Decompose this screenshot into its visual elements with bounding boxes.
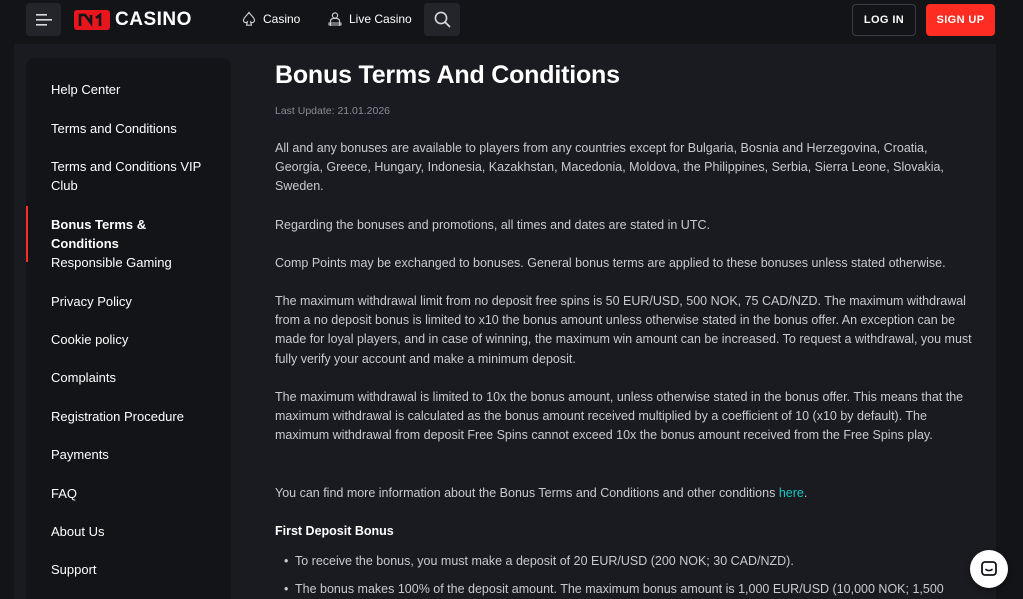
sidebar-item-faq[interactable]: FAQ xyxy=(51,486,78,501)
chat-button[interactable] xyxy=(970,550,1008,588)
more-info-link[interactable]: here xyxy=(778,486,804,500)
nav-live-casino-label: Live Casino xyxy=(349,12,412,26)
dealer-icon xyxy=(327,11,343,27)
sidebar-item-payments[interactable]: Payments xyxy=(51,447,109,462)
sidebar-item-support[interactable]: Support xyxy=(51,562,97,577)
search-button[interactable] xyxy=(424,3,460,36)
sidebar-item-terms[interactable]: Terms and Conditions xyxy=(51,121,177,136)
section-title-first-deposit: First Deposit Bonus xyxy=(275,524,394,538)
sidebar-item-registration[interactable]: Registration Procedure xyxy=(51,409,184,424)
login-button[interactable]: LOG IN xyxy=(852,4,916,36)
sidebar-item-bonus-terms[interactable]: Bonus Terms & Conditions xyxy=(26,215,231,253)
sidebar-item-cookie-policy[interactable]: Cookie policy xyxy=(51,332,129,347)
more-info-suffix: . xyxy=(803,486,808,500)
list-item: • To receive the bonus, you must make a deposit of 20 EUR/USD (200 NOK; 30 CAD/NZD). xyxy=(284,552,974,571)
last-update: Last Update: 21.01.2026 xyxy=(275,105,391,117)
logo-text: CASINO xyxy=(115,9,192,30)
sidebar-item-about-us[interactable]: About Us xyxy=(51,524,105,539)
paragraph-max-withdrawal: The maximum withdrawal is limited to 10x the bonus amount, unless otherwise stated in the bonus offer. This means that the maximum withdrawal is calculated as the bonus amount received multiplied by a coefficient of 10 (x10 by default). The maximum withdrawal from deposit Free Spins cannot exceed 10x the bonus amount received from the Free Spins play. xyxy=(275,390,964,443)
menu-button[interactable] xyxy=(26,3,61,36)
nav-casino-label: Casino xyxy=(263,12,301,26)
paragraph-utc: Regarding the bonuses and promotions, all times and dates are stated in UTC. xyxy=(275,218,710,232)
nav-casino[interactable] xyxy=(241,11,300,27)
sidebar-item-terms-vip[interactable]: Terms and Conditions VIP Club xyxy=(51,159,202,193)
nav-live-casino[interactable] xyxy=(327,11,412,27)
site-logo[interactable] xyxy=(74,9,192,31)
sidebar-item-responsible-gaming[interactable]: Responsible Gaming xyxy=(51,255,172,270)
paragraph-more-info xyxy=(275,484,975,503)
list-item: • The bonus makes 100% of the deposit amount. The maximum bonus amount is 1,000 EUR/USD (10,000 NOK; 1,500 xyxy=(284,580,974,599)
spade-icon xyxy=(241,11,257,27)
paragraph-no-deposit-limit: The maximum withdrawal limit from no deposit free spins is 50 EUR/USD, 500 NOK, 75 CAD/NZD. The maximum withdrawal from a no deposit bonus is limited to x10 the bonus amount unless otherwise stated in the bonus offer. An exception can be made for loyal players, and in case of winning, the maximum win amount can be increased. To request a withdrawal, you must fully verify your account and make a minimum deposit. xyxy=(275,294,972,366)
help-sidebar xyxy=(26,58,231,599)
page-title: Bonus Terms And Conditions xyxy=(275,61,620,89)
sidebar-item-help-center[interactable]: Help Center xyxy=(51,82,121,97)
signup-button[interactable]: SIGN UP xyxy=(926,4,995,36)
search-icon xyxy=(434,11,451,28)
chat-icon xyxy=(980,560,998,578)
paragraph-excluded-countries: All and any bonuses are available to players from any countries except for Bulgaria, Bosnia and Herzegovina, Croatia, Georgia, Greece, Hungary, Indonesia, Kazakhstan, Macedonia, Moldova, the Philippines, Serbia, Sierra Leone, Slovakia, Sweden. xyxy=(275,141,944,194)
sidebar-item-privacy-policy[interactable]: Privacy Policy xyxy=(51,294,132,309)
sidebar-item-complaints[interactable]: Complaints xyxy=(51,370,117,385)
more-info-text: You can find more information about the Bonus Terms and Conditions and other conditions xyxy=(275,486,776,500)
logo-mark xyxy=(74,10,110,30)
paragraph-comp-points: Comp Points may be exchanged to bonuses. General bonus terms are applied to these bonuses unless stated otherwise. xyxy=(275,256,946,270)
hamburger-icon xyxy=(36,14,52,26)
top-header xyxy=(0,0,1023,44)
